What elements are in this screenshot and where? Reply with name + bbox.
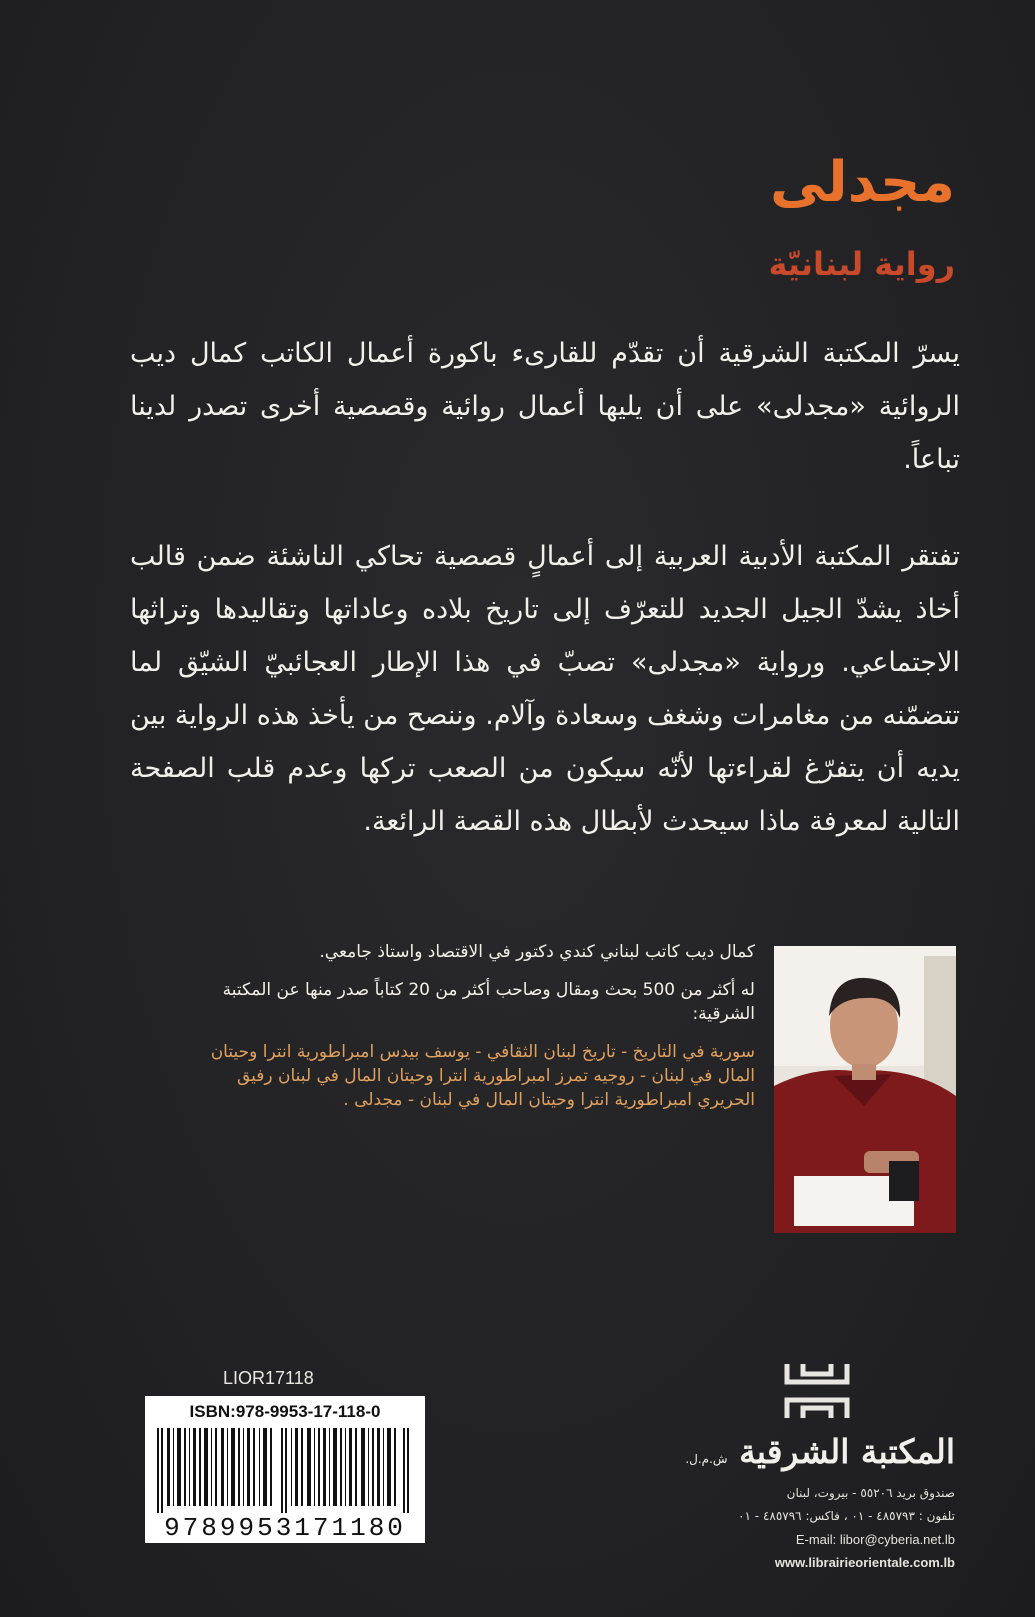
barcode-digits: 9789953171180 bbox=[164, 1513, 406, 1543]
author-bio bbox=[175, 940, 755, 1126]
publisher-email: E-mail: libor@cyberia.net.lb bbox=[795, 1532, 955, 1547]
author-portrait-image bbox=[774, 946, 956, 1233]
publisher-suffix: ش.م.ل. bbox=[685, 1452, 728, 1466]
publisher-name bbox=[685, 1432, 955, 1471]
author-bio-line-2: له أكثر من 500 بحث ومقال وصاحب أكثر من 20 كتاباً صدر منها عن المكتبة الشرقية: bbox=[222, 980, 755, 1024]
publisher-name-text: المكتبة الشرقية bbox=[739, 1432, 955, 1471]
author-photo bbox=[774, 946, 956, 1233]
author-bio-works: سورية في التاريخ - تاريخ لبنان الثقافي - يوسف بيدس امبراطورية انترا وحيتان المال في لبنان - روجيه تمرز امبراطورية انترا وحيتان المال في لبنان رفيق الحريري امبراطورية انترا وحيتان المال في لبنان - مجدلى . bbox=[210, 1042, 755, 1110]
author-bio-line-1: كمال ديب كاتب لبناني كندي دكتور في الاقتصاد واستاذ جامعي. bbox=[319, 942, 755, 962]
isbn-text: ISBN:978-9953-17-118-0 bbox=[189, 1402, 381, 1421]
catalog-code: LIOR17118 bbox=[223, 1368, 314, 1388]
publisher-logo-icon bbox=[783, 1360, 851, 1422]
publisher-website: www.librairieorientale.com.lb bbox=[774, 1555, 955, 1570]
publisher-phone: تلفون : ٤٨٥٧٩٣ - ٠١ ، فاكس: ٤٨٥٧٩٦ - ٠١ bbox=[738, 1509, 955, 1523]
barcode-bars bbox=[155, 1428, 415, 1513]
publisher-contact bbox=[595, 1482, 955, 1574]
barcode-label bbox=[145, 1396, 425, 1543]
book-subtitle: رواية لبنانيّة bbox=[768, 245, 955, 283]
publisher-address: صندوق بريد ٥٥٢٠٦ - بيروت، لبنان bbox=[786, 1486, 955, 1500]
book-title: مجدلى bbox=[769, 150, 955, 215]
blurb-paragraph-2: تفتقر المكتبة الأدبية العربية إلى أعمالٍ قصصية تحاكي الناشئة ضمن قالب أخاذ يشدّ الجيل الجديد للتعرّف إلى تاريخ بلاده وعاداتها وتقاليدها وتراثها الاجتماعي. ورواية «مجدلى» تصبّ في هذا الإطار العجائبيّ الشيّق لما تتضمّنه من مغامرات وشغف وسعادة وآلام. وننصح من يأخذ هذه الرواية بين يديه أن يتفرّغ لقراءتها لأنّه سيكون من الصعب تركها وعدم قلب الصفحة التالية لمعرفة ماذا سيحدث لأبطال هذه القصة الرائعة. bbox=[130, 541, 960, 837]
blurb-paragraph-1: يسرّ المكتبة الشرقية أن تقدّم للقارىء باكورة أعمال الكاتب كمال ديب الروائية «مجدلى» على أن يليها أعمال روائية وقصصية أخرى تصدر لدينا تباعاً. bbox=[130, 338, 960, 475]
